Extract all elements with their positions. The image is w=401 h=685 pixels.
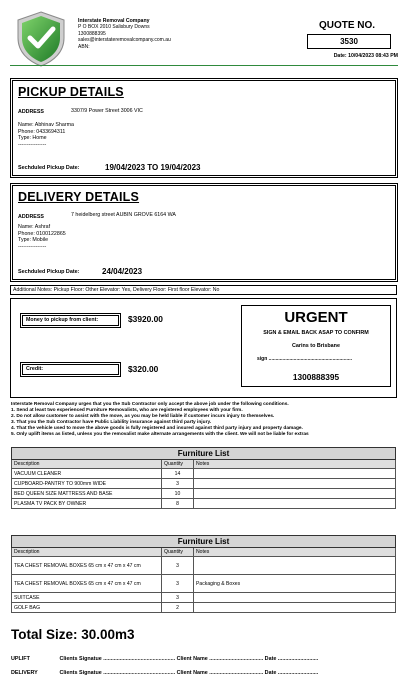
table-row: [12, 499, 396, 509]
terms-item: 2. Do not allow customer to assist with the move, as you may be held liable if customer incurs injury to themselves.: [11, 413, 275, 419]
pickup-dashes: ----------------: [18, 141, 47, 148]
pickup-address-label: ADDRESS: [18, 109, 44, 115]
pickup-money-value: $3920.00: [128, 314, 163, 324]
cell-notes: [194, 593, 396, 603]
delivery-date-label: Sechduled Pickup Date:: [18, 269, 80, 275]
cell-quantity: 3: [162, 575, 194, 593]
pickup-date-value: 19/04/2023 TO 19/04/2023: [105, 163, 201, 172]
uplift-signature-row: [11, 656, 318, 662]
terms-item: 4. That the vehicle used to move the above goods is fully registered and insured against third party injury and property damage.: [11, 425, 303, 431]
pickup-title: PICKUP DETAILS: [18, 85, 124, 99]
table-row: [12, 557, 396, 575]
cell-notes: Packaging & Boxes: [194, 575, 396, 593]
table-row: [12, 593, 396, 603]
cell-notes: [194, 479, 396, 489]
header-divider: [10, 65, 398, 66]
terms-item: 1. Send at least two experienced Furniture Removalists, who are registered employees with your firm.: [11, 407, 243, 413]
terms-item: 3. That you the Sub Contractor have Public Liability insurance against third party injury.: [11, 419, 212, 425]
urgent-sign-line: sign ............................................................: [257, 356, 353, 362]
cell-description: GOLF BAG: [12, 603, 162, 613]
column-header-quantity: Quantity: [162, 548, 194, 557]
delivery-dashes: ----------------: [18, 243, 47, 250]
quote-date: Date: 10/04/2023 08:43 PM: [333, 53, 398, 59]
pickup-phone: Phone: 0433694311: [18, 128, 66, 135]
cell-description: TEA CHEST REMOVAL BOXES 65 cm x 47 cm x 47 cm: [12, 575, 162, 593]
cell-notes: [194, 499, 396, 509]
delivery-address-label: ADDRESS: [18, 214, 44, 220]
cell-description: SUITCASE: [12, 593, 162, 603]
quote-label: QUOTE NO.: [318, 20, 376, 31]
column-header-description: Description: [12, 460, 162, 469]
delivery-signature-row: [11, 670, 318, 676]
cell-notes: [194, 603, 396, 613]
column-header-notes: Notes: [194, 460, 396, 469]
company-name: Interstate Removal Company: [78, 18, 150, 24]
urgent-route: Carins to Brisbane: [292, 343, 340, 349]
urgent-box: [241, 305, 391, 387]
company-abn: ABN:: [78, 43, 90, 50]
table-row: [12, 603, 396, 613]
urgent-title: URGENT: [284, 309, 348, 326]
company-po-box: P O BOX 2010 Salisbury Downs: [78, 24, 150, 31]
delivery-address: 7 heidelberg street AUBIN GROVE 6164 WA: [71, 212, 176, 218]
cell-quantity: 14: [162, 469, 194, 479]
company-phone: 1300888395: [78, 30, 106, 37]
delivery-section: [12, 185, 396, 280]
uplift-label: UPLIFT: [11, 656, 30, 662]
table-caption: Furniture List: [12, 536, 396, 548]
company-email: sales@interstateremovalcompany.com.au: [78, 37, 171, 44]
pickup-money-label: Money to pickup from client:: [22, 315, 119, 326]
column-header-notes: Notes: [194, 548, 396, 557]
pickup-date-label: Sechduled Pickup Date:: [18, 165, 80, 171]
delivery-title: DELIVERY DETAILS: [18, 190, 140, 204]
credit-value: $320.00: [128, 364, 159, 374]
column-header-quantity: Quantity: [162, 460, 194, 469]
cell-description: PLASMA TV PACK BY OWNER: [12, 499, 162, 509]
cell-description: CUPBOARD-PANTRY TO 900mm WIDE: [12, 479, 162, 489]
pickup-contact: [18, 122, 74, 148]
pickup-name: Name: Abhinav Sharma: [18, 122, 74, 128]
cell-description: TEA CHEST REMOVAL BOXES 65 cm x 47 cm x 47 cm: [12, 557, 162, 575]
delivery-type: Type: Mobile: [18, 237, 49, 244]
pickup-type: Type: Home: [18, 135, 47, 142]
terms-conditions: [11, 402, 399, 437]
delivery-phone: Phone: 0100122865: [18, 230, 66, 237]
furniture-table-1: [11, 447, 396, 509]
cell-quantity: 10: [162, 489, 194, 499]
delivery-contact: [18, 224, 66, 250]
quote-number: 3530: [307, 34, 391, 49]
table-row: [12, 489, 396, 499]
shield-check-icon: [14, 10, 68, 68]
table-row: [12, 575, 396, 593]
cell-notes: [194, 489, 396, 499]
table-caption: Furniture List: [12, 448, 396, 460]
urgent-subtitle: SIGN & EMAIL BACK ASAP TO CONFIRM: [263, 330, 369, 336]
terms-intro: Interstate Removal Company urges that you the Sub Contractor only accept the above job under the following conditions.: [11, 402, 289, 407]
cell-notes: [194, 557, 396, 575]
urgent-phone: 1300888395: [292, 372, 340, 382]
cell-quantity: 8: [162, 499, 194, 509]
pickup-section: [12, 80, 396, 176]
column-header-description: Description: [12, 548, 162, 557]
uplift-signature-line: Clients Signatue ................................................ Client Name .................................... Date ...........................: [59, 656, 319, 662]
cell-quantity: 2: [162, 603, 194, 613]
company-info: [78, 18, 171, 50]
cell-quantity: 3: [162, 593, 194, 603]
table-row: [12, 479, 396, 489]
cell-description: VACUUM CLEANER: [12, 469, 162, 479]
delivery-label: DELIVERY: [11, 670, 38, 676]
cell-quantity: 3: [162, 557, 194, 575]
furniture-table-2: [11, 535, 396, 613]
delivery-date-value: 24/04/2023: [102, 267, 143, 276]
total-size: Total Size: 30.00m3: [11, 627, 135, 642]
terms-item: 5. Only uplift items as listed, unless you the removalist make alternate arrangements with the client. We will not be liable for extras: [11, 431, 309, 437]
credit-label: Credit:: [22, 364, 119, 375]
additional-notes: Additional Notes: Pickup Floor: Other Elevator: Yes, Delivery Floor: First floor Elevator: No: [10, 285, 397, 295]
pickup-address: 3307/9 Power Street 3006 VIC: [71, 108, 143, 114]
delivery-signature-line: Clients Signatue ................................................ Client Name .................................... Date ...........................: [59, 670, 319, 676]
cell-quantity: 3: [162, 479, 194, 489]
table-row: [12, 469, 396, 479]
delivery-name: Name: Ashraf: [18, 224, 51, 230]
cell-description: BED QUEEN SIZE MATTRESS AND BASE: [12, 489, 162, 499]
cell-notes: [194, 469, 396, 479]
